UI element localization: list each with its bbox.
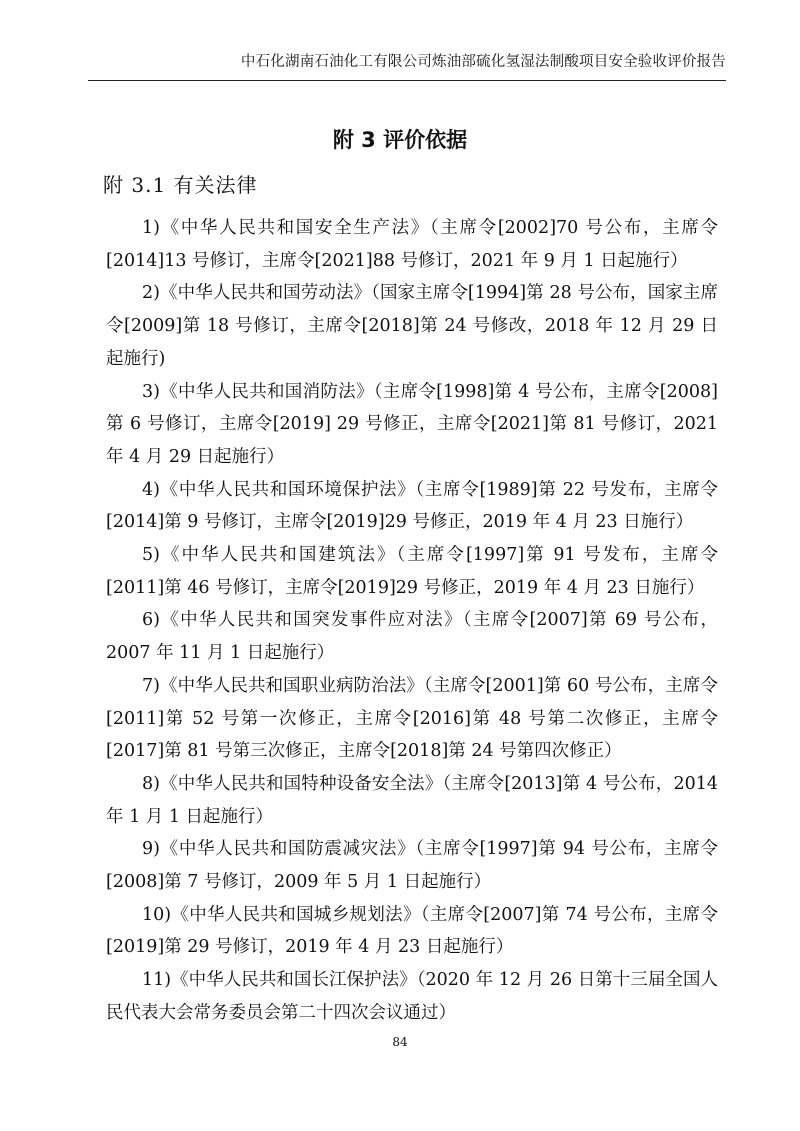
law-entry: 5)《中华人民共和国建筑法》（主席令[1997]第 91 号发布，主席令[2011]第 46 号修订，主席令[2019]29 号修正，2019 年 4 月 23 日施行） (106, 545, 718, 598)
law-entry: 9)《中华人民共和国防震减灾法》（主席令[1997]第 94 号公布，主席令[2008]第 7 号修订，2009 年 5 月 1 日起施行） (106, 839, 718, 893)
law-entry: 3)《中华人民共和国消防法》（主席令[1998]第 4 号公布，主席令[2008]第 6 号修订，主席令[2019] 29 号修正，主席令[2021]第 81 号修订，2021 年 4 月 29 日起施行） (106, 381, 718, 467)
law-entry: 10)《中华人民共和国城乡规划法》（主席令[2007]第 74 号公布，主席令[2019]第 29 号修订，2019 年 4 月 23 日起施行） (106, 904, 718, 958)
law-list (106, 212, 718, 1030)
law-entry: 11)《中华人民共和国长江保护法》（2020 年 12 月 26 日第十三届全国人民代表大会常务委员会第二十四次会议通过） (106, 970, 718, 1023)
page-number: 84 (392, 1035, 408, 1049)
law-entry: 7)《中华人民共和国职业病防治法》（主席令[2001]第 60 号公布，主席令[2011]第 52 号第一次修正，主席令[2016]第 48 号第二次修正，主席令[2017]第 81 号第三次修正，主席令[2018]第 24 号第四次修正） (106, 675, 718, 762)
section-heading: 附 3.1 有关法律 (103, 173, 258, 197)
header-divider (88, 80, 726, 81)
law-entry: 1)《中华人民共和国安全生产法》（主席令[2002]70 号公布，主席令[2014]13 号修订，主席令[2021]88 号修订，2021 年 9 月 1 日起施行） (106, 218, 718, 271)
law-entry: 4)《中华人民共和国环境保护法》（主席令[1989]第 22 号发布，主席令[2014]第 9 号修订，主席令[2019]29 号修正，2019 年 4 月 23 日施行） (106, 479, 718, 533)
law-entry: 2)《中华人民共和国劳动法》（国家主席令[1994]第 28 号公布，国家主席令[2009]第 18 号修订，主席令[2018]第 24 号修改，2018 年 12 月 29 日起施行) (106, 283, 718, 369)
appendix-title: 附 3 评价依据 (332, 128, 468, 152)
law-entry: 8)《中华人民共和国特种设备安全法》（主席令[2013]第 4 号公布，2014 年 1 月 1 日起施行） (106, 773, 718, 827)
running-header: 中石化湖南石油化工有限公司炼油部硫化氢湿法制酸项目安全验收评价报告 (240, 54, 726, 70)
law-entry: 6)《中华人民共和国突发事件应对法》（主席令[2007]第 69 号公布，2007 年 11 月 1 日起施行） (106, 610, 718, 664)
